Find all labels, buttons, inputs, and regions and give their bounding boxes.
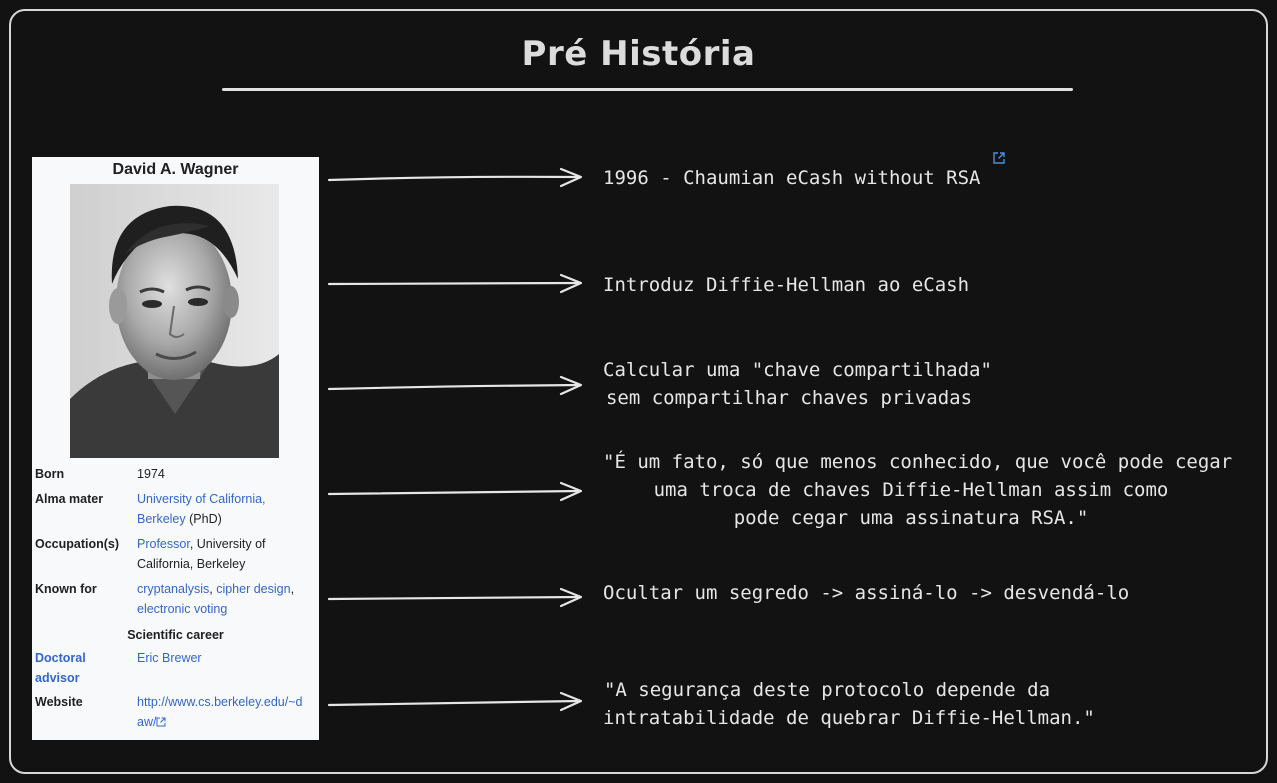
known-for-link-2[interactable]: cipher design — [216, 582, 291, 596]
arrow-right-icon — [329, 693, 581, 710]
alma-mater-label: Alma mater — [35, 492, 104, 506]
alma-mater-degree: (PhD) — [189, 512, 222, 526]
known-for-label: Known for — [35, 582, 97, 596]
occupation-rest: , University of California, Berkeley — [137, 537, 266, 571]
known-for-value: cryptanalysis, cipher design, electronic voting — [137, 582, 295, 616]
known-for-link-3[interactable]: electronic voting — [137, 602, 228, 616]
website-link[interactable]: http://www.cs.berkeley.edu/~daw/ — [137, 695, 303, 729]
arrow-right-icon — [329, 275, 581, 292]
known-for-link-1[interactable]: cryptanalysis — [137, 582, 210, 596]
note-quote-seguranca: "A segurança deste protocolo depende da intratabilidade de quebrar Diffie-Hellman." — [603, 679, 1095, 729]
doctoral-advisor-value[interactable]: Eric Brewer — [137, 651, 202, 665]
arrow-right-icon — [329, 169, 581, 186]
external-link-icon[interactable] — [992, 151, 1006, 165]
website-label: Website — [35, 695, 83, 709]
occupation-link[interactable]: Professor — [137, 537, 190, 551]
note-quote-fato: "É um fato, só que menos conhecido, que você pode cegar uma troca de chaves Diffie-Hellman assim como pode cegar uma assinatura RSA." — [603, 451, 1233, 529]
doctoral-advisor-label[interactable]: Doctoral advisor — [35, 651, 86, 685]
note-chave-compartilhada: Calcular uma "chave compartilhada" sem compartilhar chaves privadas — [603, 359, 992, 409]
slide-title: Pré História — [521, 34, 756, 74]
arrow-right-icon — [329, 589, 581, 606]
arrow-right-icon — [329, 483, 581, 500]
note-introduz-dh: Introduz Diffie-Hellman ao eCash — [603, 274, 970, 296]
note-ocultar-segredo: Ocultar um segredo -> assiná-lo -> desvendá-lo — [603, 582, 1130, 604]
arrow-right-icon — [329, 377, 581, 394]
career-heading: Scientific career — [127, 628, 224, 642]
alma-mater-link[interactable]: University of California, Berkeley — [137, 492, 266, 526]
occupation-label: Occupation(s) — [35, 537, 120, 551]
note-chaumian-ecash: 1996 - Chaumian eCash without RSA — [603, 167, 981, 189]
born-value: 1974 — [137, 467, 165, 481]
infobox-name: David A. Wagner — [112, 161, 239, 178]
born-label: Born — [35, 467, 65, 481]
